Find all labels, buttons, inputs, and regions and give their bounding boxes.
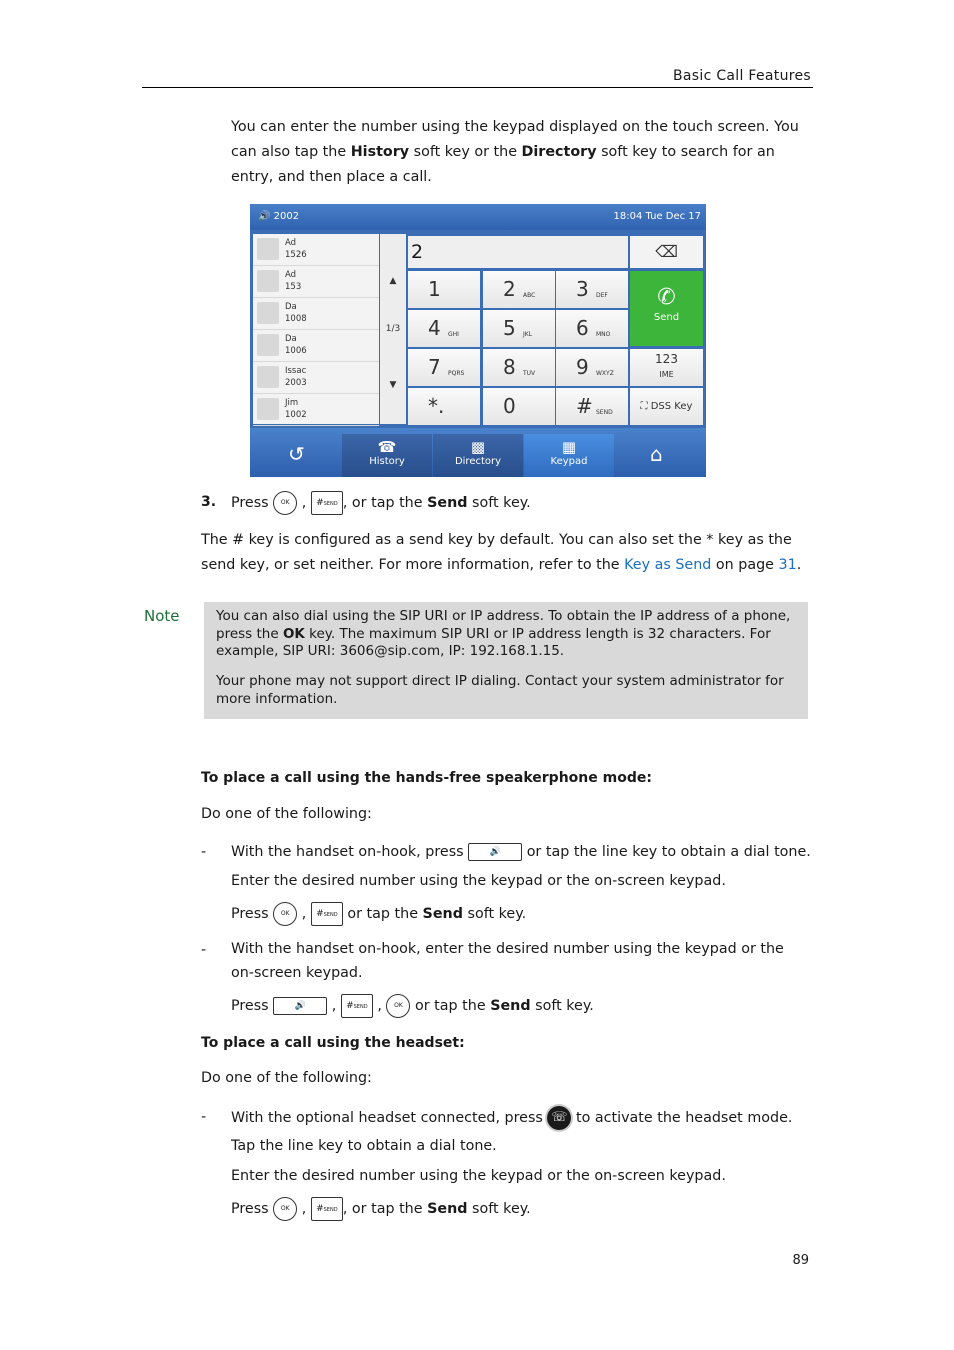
bullet-text: soft key. — [462, 906, 527, 922]
headset-bullet-1 — [231, 1106, 792, 1130]
dss-label: DSS Key — [650, 401, 693, 412]
keypad-key[interactable] — [408, 271, 480, 308]
softkey-label: Directory — [454, 456, 502, 467]
send-term: Send — [427, 1201, 468, 1217]
do-one-text: Do one of the following: — [201, 806, 372, 822]
keypad-key[interactable] — [556, 310, 628, 347]
hash-sub-label: SEND — [323, 912, 338, 918]
step-number: 3. — [201, 494, 217, 510]
hash-sub-label: SEND — [323, 501, 338, 507]
intro-text: soft key or the — [409, 144, 522, 160]
keypad-key[interactable] — [408, 349, 480, 386]
keypad-key[interactable] — [483, 310, 555, 347]
speakerphone-key-icon: 🔊 — [468, 843, 522, 861]
key-letters: TUV — [523, 370, 536, 377]
contact-number: 153 — [285, 282, 302, 292]
intro-text: soft key to search for an entry, and then place a call. — [231, 144, 775, 185]
ok-key-icon — [386, 994, 410, 1018]
comma: , — [331, 998, 337, 1014]
directory-term: Directory — [521, 144, 597, 160]
contact-number: 1008 — [285, 314, 307, 324]
softkey-keypad[interactable] — [524, 434, 614, 477]
bullet-text: Tap the line key to obtain a dial tone. — [231, 1138, 497, 1154]
list-item[interactable] — [253, 298, 379, 330]
step-text: , or tap the — [342, 495, 428, 511]
bullet-text: or tap the line key to obtain a dial tone. — [526, 844, 811, 860]
key-letters: WXYZ — [596, 370, 614, 377]
key-letters: GHI — [448, 331, 459, 338]
expand-icon: ⛶ — [640, 401, 648, 412]
ime-top-label: 123 — [655, 352, 678, 366]
keypad-key[interactable] — [556, 388, 628, 425]
list-item[interactable] — [253, 266, 379, 298]
dial-input-value: 2 — [411, 241, 424, 263]
contact-name: Jim — [285, 398, 299, 408]
ok-key-label: OK — [280, 499, 290, 506]
speaker-press-line-2 — [231, 994, 594, 1018]
key-letters: PQRS — [448, 370, 465, 377]
account-ext: 2002 — [273, 211, 300, 222]
key-digit: 7 — [428, 355, 441, 379]
key-letters: JKL — [523, 331, 533, 338]
page-indicator: 1/3 — [385, 324, 401, 334]
key-digit: 9 — [576, 355, 589, 379]
key-digit: 8 — [503, 355, 516, 379]
softkey-label: Keypad — [550, 456, 588, 467]
key-letters: SEND — [596, 409, 613, 416]
back-icon[interactable]: ↺ — [288, 442, 305, 466]
step-3-text — [231, 491, 531, 515]
contact-number: 2003 — [285, 378, 307, 388]
list-item[interactable] — [253, 394, 379, 426]
note-paragraph-1 — [216, 608, 801, 661]
bullet-text: , or tap the — [342, 1201, 428, 1217]
key-digit: 2 — [503, 277, 516, 301]
contact-list — [253, 234, 379, 424]
send-button[interactable] — [630, 271, 703, 346]
speaker-icon: 🔊 — [258, 211, 271, 222]
ok-key-label: OK — [280, 910, 290, 917]
directory-icon: ▩ — [470, 438, 486, 456]
key-digit: 5 — [503, 316, 516, 340]
keypad-key[interactable] — [556, 271, 628, 308]
contact-number: 1002 — [285, 410, 307, 420]
key-digit: 6 — [576, 316, 589, 340]
note-text: key. The maximum SIP URI or IP address length is 32 characters. For example, SIP URI: 3606@sip.com, IP: 192.168.1.15. — [216, 625, 771, 659]
key-digit: 1 — [428, 277, 441, 301]
ok-key-icon — [273, 1197, 297, 1221]
phone-softkey-bar — [250, 428, 706, 477]
para-text: on page — [711, 557, 779, 573]
bullet-text: With the optional headset connected, press — [231, 1110, 543, 1126]
contact-name: Da — [285, 334, 297, 344]
headset-press-line — [231, 1197, 531, 1221]
key-digit: 4 — [428, 316, 441, 340]
list-item[interactable] — [253, 362, 379, 394]
bullet-dash: - — [201, 942, 207, 958]
do-one-text: Do one of the following: — [201, 1070, 372, 1086]
contact-name: Ad — [285, 270, 297, 280]
comma: , — [301, 495, 307, 511]
key-digit: 3 — [576, 277, 589, 301]
speaker-press-line-1 — [231, 902, 526, 926]
bullet-text: Enter the desired number using the keypad or the on-screen keypad. — [231, 1168, 726, 1184]
avatar — [257, 238, 279, 260]
ok-key-icon — [273, 491, 297, 515]
ime-bottom-label: IME — [659, 370, 674, 379]
keypad-key[interactable] — [483, 388, 555, 425]
avatar — [257, 270, 279, 292]
bullet-text: With the handset on-hook, press — [231, 844, 464, 860]
key-letters: ABC — [523, 292, 536, 299]
header-rule — [142, 87, 813, 88]
key-letters: MNO — [596, 331, 611, 338]
comma: , — [301, 1201, 307, 1217]
hash-sub-label: SEND — [353, 1004, 368, 1010]
headset-heading: To place a call using the headset: — [201, 1035, 465, 1051]
note-paragraph-2: Your phone may not support direct IP dialing. Contact your system administrator for more information. — [216, 673, 784, 707]
bullet-text: With the handset on-hook, enter the desired number using the keypad or the — [231, 941, 784, 957]
account-label — [258, 211, 299, 222]
step-text: soft key. — [467, 495, 531, 511]
keypad-key[interactable] — [483, 271, 555, 308]
avatar — [257, 366, 279, 388]
headset-key-icon: ☏ — [547, 1106, 571, 1130]
page-number: 89 — [792, 1253, 809, 1268]
page-link[interactable]: 31 — [778, 557, 797, 573]
contact-number: 1526 — [285, 250, 307, 260]
ime-button[interactable] — [630, 349, 703, 386]
list-item[interactable] — [253, 330, 379, 362]
phone-screenshot — [250, 204, 706, 477]
hash-symbol: # — [346, 1001, 354, 1011]
bullet-text: soft key. — [467, 1201, 531, 1217]
home-icon[interactable]: ⌂ — [650, 442, 663, 466]
keypad-key[interactable] — [408, 310, 480, 347]
phone-datetime: 18:04 Tue Dec 17 — [613, 211, 701, 222]
key-digit: # — [576, 394, 593, 418]
backspace-icon[interactable]: ⌫ — [630, 236, 703, 268]
key-as-send-link[interactable]: Key as Send — [624, 557, 712, 573]
bullet-dash: - — [201, 1109, 207, 1125]
ok-key-icon — [273, 902, 297, 926]
phone-status-bar — [250, 204, 706, 230]
key-digit: *. — [428, 394, 445, 418]
press-text: Press — [231, 1201, 269, 1217]
para-text: . — [796, 557, 802, 573]
running-header: Basic Call Features — [673, 68, 811, 84]
keypad-key[interactable] — [408, 388, 480, 425]
speaker-bullet-1 — [231, 843, 811, 861]
comma: , — [377, 998, 382, 1014]
contact-name: Issac — [285, 366, 307, 376]
hash-symbol: # — [316, 909, 324, 919]
send-term: Send — [427, 495, 468, 511]
press-text: Press — [231, 495, 269, 511]
para-text: The # key is configured as a send key by default. You can also set the * key as the send key, or set neither. For more information, refer to the — [201, 532, 792, 573]
note-label: Note — [144, 607, 180, 625]
scroll-up-icon[interactable]: ▲ — [389, 276, 397, 286]
ok-key-label: OK — [280, 1205, 290, 1212]
hash-send-key-icon — [311, 491, 343, 515]
keypad-key[interactable] — [556, 349, 628, 386]
comma: , — [301, 906, 307, 922]
hash-symbol: # — [316, 1204, 324, 1214]
press-text: Press — [231, 906, 269, 922]
hash-symbol: # — [316, 498, 324, 508]
contact-number: 1006 — [285, 346, 307, 356]
softkey-directory[interactable] — [433, 434, 523, 477]
bullet-text: or tap the — [347, 906, 423, 922]
softkey-label: History — [369, 456, 405, 467]
bullet-text: or tap the — [415, 998, 491, 1014]
bullet-text: soft key. — [530, 998, 594, 1014]
bullet-dash: - — [201, 844, 207, 860]
press-text: Press — [231, 998, 269, 1014]
key-letters: DEF — [596, 292, 608, 299]
ok-key-label: OK — [394, 1002, 403, 1009]
avatar — [257, 398, 279, 420]
list-item[interactable] — [253, 234, 379, 266]
hash-send-key-icon — [311, 1197, 343, 1221]
bullet-text: on-screen keypad. — [231, 965, 363, 981]
hash-send-key-icon — [341, 994, 373, 1018]
speakerphone-heading: To place a call using the hands-free speakerphone mode: — [201, 770, 652, 786]
avatar — [257, 334, 279, 356]
send-term: Send — [490, 998, 531, 1014]
speakerphone-key-icon: 🔊 — [273, 997, 327, 1015]
bullet-text: Enter the desired number using the keypad or the on-screen keypad. — [231, 873, 726, 889]
note-box — [204, 602, 808, 719]
hash-sub-label: SEND — [323, 1207, 338, 1213]
dss-key-button[interactable] — [630, 388, 703, 425]
ok-term: OK — [282, 625, 305, 642]
scroll-down-icon[interactable]: ▼ — [389, 380, 397, 390]
hash-send-key-icon — [311, 902, 343, 926]
contact-name: Da — [285, 302, 297, 312]
history-term: History — [350, 144, 410, 160]
send-label: Send — [653, 312, 680, 323]
keypad-icon: ▦ — [561, 438, 577, 456]
list-pager — [380, 234, 406, 424]
key-as-send-paragraph — [201, 528, 816, 578]
intro-text: You can enter the number using the keypad displayed on the touch screen. You can also tap the — [231, 119, 799, 160]
bullet-text: to activate the headset mode. — [575, 1110, 793, 1126]
softkey-history[interactable] — [342, 434, 432, 477]
history-icon: ☎ — [377, 438, 397, 456]
avatar — [257, 302, 279, 324]
contact-name: Ad — [285, 238, 297, 248]
phone-icon: ✆ — [657, 285, 676, 310]
note-text: You can also dial using the SIP URI or IP address. To obtain the IP address of a phone, press the — [216, 608, 791, 642]
key-digit: 0 — [503, 394, 516, 418]
intro-paragraph — [231, 115, 816, 190]
keypad-key[interactable] — [483, 349, 555, 386]
send-term: Send — [422, 906, 463, 922]
dial-input[interactable] — [408, 236, 628, 268]
